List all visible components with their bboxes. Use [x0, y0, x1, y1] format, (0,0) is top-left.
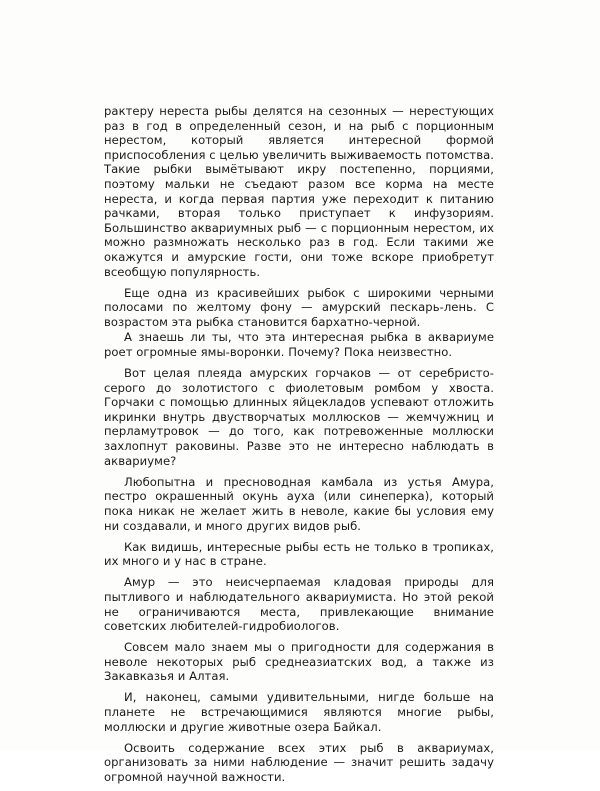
- paragraph-amur-treasury: Амур — это неисчерпаемая кладовая природы для пытливого и наблюдательного аквариумиста. Но этой рекой не ограничиваются места, привлекающие внимание советских любителей-гидробиологов.: [104, 575, 494, 634]
- body-text: [104, 104, 494, 791]
- paragraph-gudgeon-pits: А знаешь ли ты, что эта интересная рыбка в аквариуме роет огромные ямы-воронки. Почему? Пока неизвестно.: [104, 330, 494, 359]
- paragraph-domestic-fish: Как видишь, интересные рыбы есть не только в тропиках, их много и у нас в стране.: [104, 539, 494, 569]
- paragraph-bitterlings: Вот целая плеяда амурских горчаков — от серебристо-серого до золотистого с фиолетовым ромбом у хвоста. Горчаки с помощью длинных яйцекладов успевают отложить икринки внутрь двустворчатых моллюсков — жемчужниц и перламутровок — до того, как потревоженные моллюски захлопнут раковины. Разве это не интересно наблюдать в аквариуме?: [104, 366, 494, 468]
- paragraph-spawning-types: рактеру нереста рыбы делятся на сезонных — нерестующих раз в год в определенный сезон, и на рыб с порционным нерестом, который является интересной формой приспособления с целью увеличить выживаемость потомства. Такие рыбки вымётывают икру постепенно, порциями, поэтому мальки не съедают разом все корма на месте нереста, и когда первая партия уже переходит к питанию рачками, вторая только приступает к инфузориям. Большинство аквариумных рыб — с порционным нерестом, их можно размножать несколько раз в год. Если такими же окажутся и амурские гости, они тоже вскоре приобретут всеобщую популярность.: [104, 104, 494, 279]
- paragraph-central-asia: Совсем мало знаем мы о пригодности для содержания в неволе некоторых рыб среднеазиатских вод, а также из Закавказья и Алтая.: [104, 640, 494, 684]
- paragraph-flounder-perch: Любопытна и пресноводная камбала из устья Амура, пестро окрашенный окунь ауха (или синеперка), который пока никак не желает жить в неволе, какие бы условия ему ни создавали, и много других видов рыб.: [104, 474, 494, 533]
- paragraph-gudgeon: Еще одна из красивейших рыбок с широкими черными полосами по желтому фону — амурский пескарь-лень. С возрастом эта рыбка становится бархатно-черной.: [104, 285, 494, 329]
- paragraph-conclusion: Освоить содержание всех этих рыб в аквариумах, организовать за ними наблюдение — значит решить задачу огромной научной важности.: [104, 740, 494, 784]
- paragraph-baikal: И, наконец, самыми удивительными, нигде больше на планете не встречающимися являются многие рыбы, моллюски и другие животные озера Байкал.: [104, 690, 494, 734]
